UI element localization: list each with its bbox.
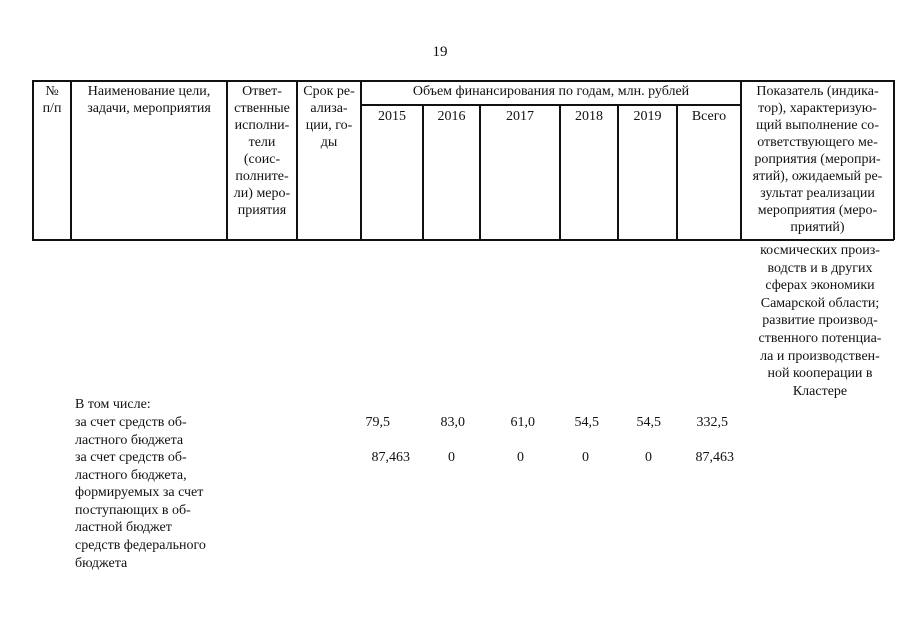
header-year-2016: 2016 bbox=[437, 109, 466, 124]
border-right bbox=[893, 80, 895, 240]
years-divider bbox=[360, 104, 740, 106]
row-1-name: за счет средств об- ластного бюджета bbox=[75, 415, 187, 448]
row-2-total: 87,463 bbox=[695, 450, 734, 465]
header-total: Всего bbox=[691, 109, 727, 124]
header-year-2019: 2019 bbox=[633, 109, 662, 124]
row-1-2016: 83,0 bbox=[440, 415, 465, 430]
row-2-2019: 0 bbox=[645, 450, 652, 465]
header-num: № п/п bbox=[42, 84, 62, 116]
header-bottom-border bbox=[32, 239, 894, 241]
including-label: В том числе: bbox=[75, 397, 151, 412]
row-2-2018: 0 bbox=[582, 450, 589, 465]
row-1-total: 332,5 bbox=[696, 415, 728, 430]
header-term: Срок ре- ализа- ции, го- ды bbox=[303, 84, 355, 150]
header-funding: Объем финансирования по годам, млн. рублей bbox=[412, 84, 690, 99]
col-divider-4 bbox=[360, 80, 362, 240]
header-responsible: Ответ- ственные исполни- тели (соис- полните- ли) меро- приятия bbox=[233, 84, 291, 218]
row-2-2016: 0 bbox=[448, 450, 455, 465]
row-2-name: за счет средств об- ластного бюджета, формируемых за счет поступающих в об- ластной бюджет средств федерального бюджета bbox=[75, 450, 206, 571]
header-year-2015: 2015 bbox=[378, 109, 406, 124]
row-2-2017: 0 bbox=[517, 450, 524, 465]
row-1-2019: 54,5 bbox=[636, 415, 661, 430]
header-top-border bbox=[32, 80, 894, 82]
header-year-2018: 2018 bbox=[575, 109, 603, 124]
header-indicator: Показатель (индика- тор), характеризую- щий выполнение со- ответствующего ме- роприятия (меропри- ятий), ожидаемый ре- зультат реализации мероприятия (меро- приятий) bbox=[752, 84, 883, 235]
row-2-2015: 87,463 bbox=[371, 450, 410, 465]
header-year-2017: 2017 bbox=[506, 109, 534, 124]
row-1-2017: 61,0 bbox=[510, 415, 535, 430]
row-1-2015: 79,5 bbox=[365, 415, 390, 430]
header-name: Наименование цели, задачи, мероприятия bbox=[87, 84, 211, 116]
page-number: 19 bbox=[432, 44, 448, 60]
row-1-2018: 54,5 bbox=[574, 415, 599, 430]
table-header bbox=[32, 80, 894, 240]
indicator-continuation: космических произ- водств и в других сферах экономики Самарской области; развитие производ- ственного потенциа- ла и производствен- ной кооперации в Кластере bbox=[758, 243, 882, 399]
